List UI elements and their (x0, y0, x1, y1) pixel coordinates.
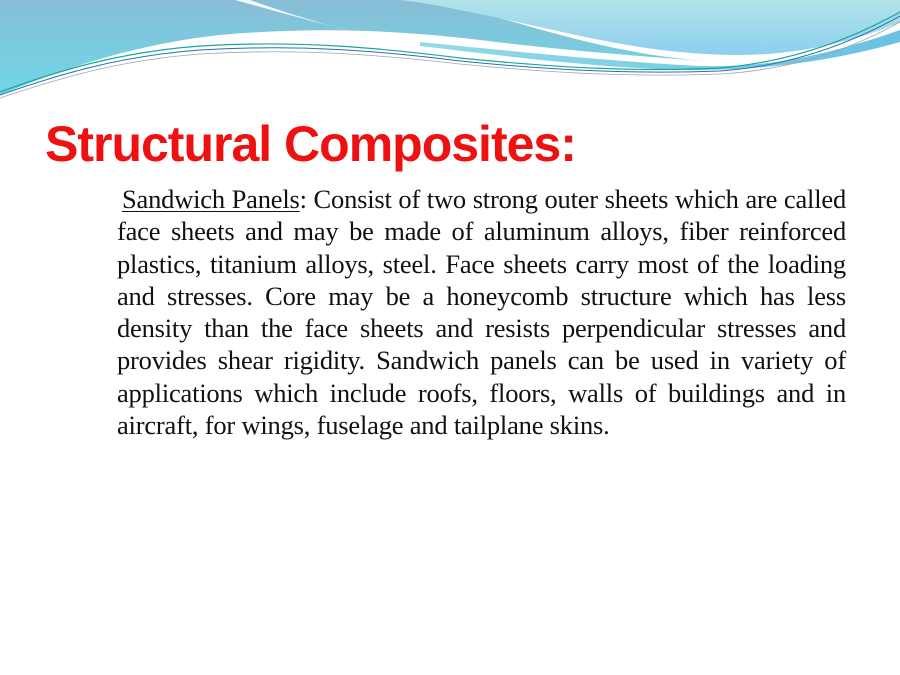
slide-body-paragraph (117, 183, 846, 441)
wave-header-decoration (0, 0, 900, 110)
lead-separator: : (299, 184, 307, 214)
slide-title: Structural Composites: (45, 116, 576, 172)
lead-term: Sandwich Panels (122, 184, 300, 214)
body-text: Consist of two strong outer sheets which are called face sheets and may be made of aluminum alloys, fiber reinforced plastics, titanium alloys, steel. Face sheets carry most of the loading and stresses. Core may be a honeycomb structure which has less density than the face sheets and resists perpendicular stresses and provides shear rigidity. Sandwich panels can be used in variety of applications which include roofs, floors, walls of buildings and in aircraft, for wings, fuselage and tailplane skins. (117, 184, 846, 441)
